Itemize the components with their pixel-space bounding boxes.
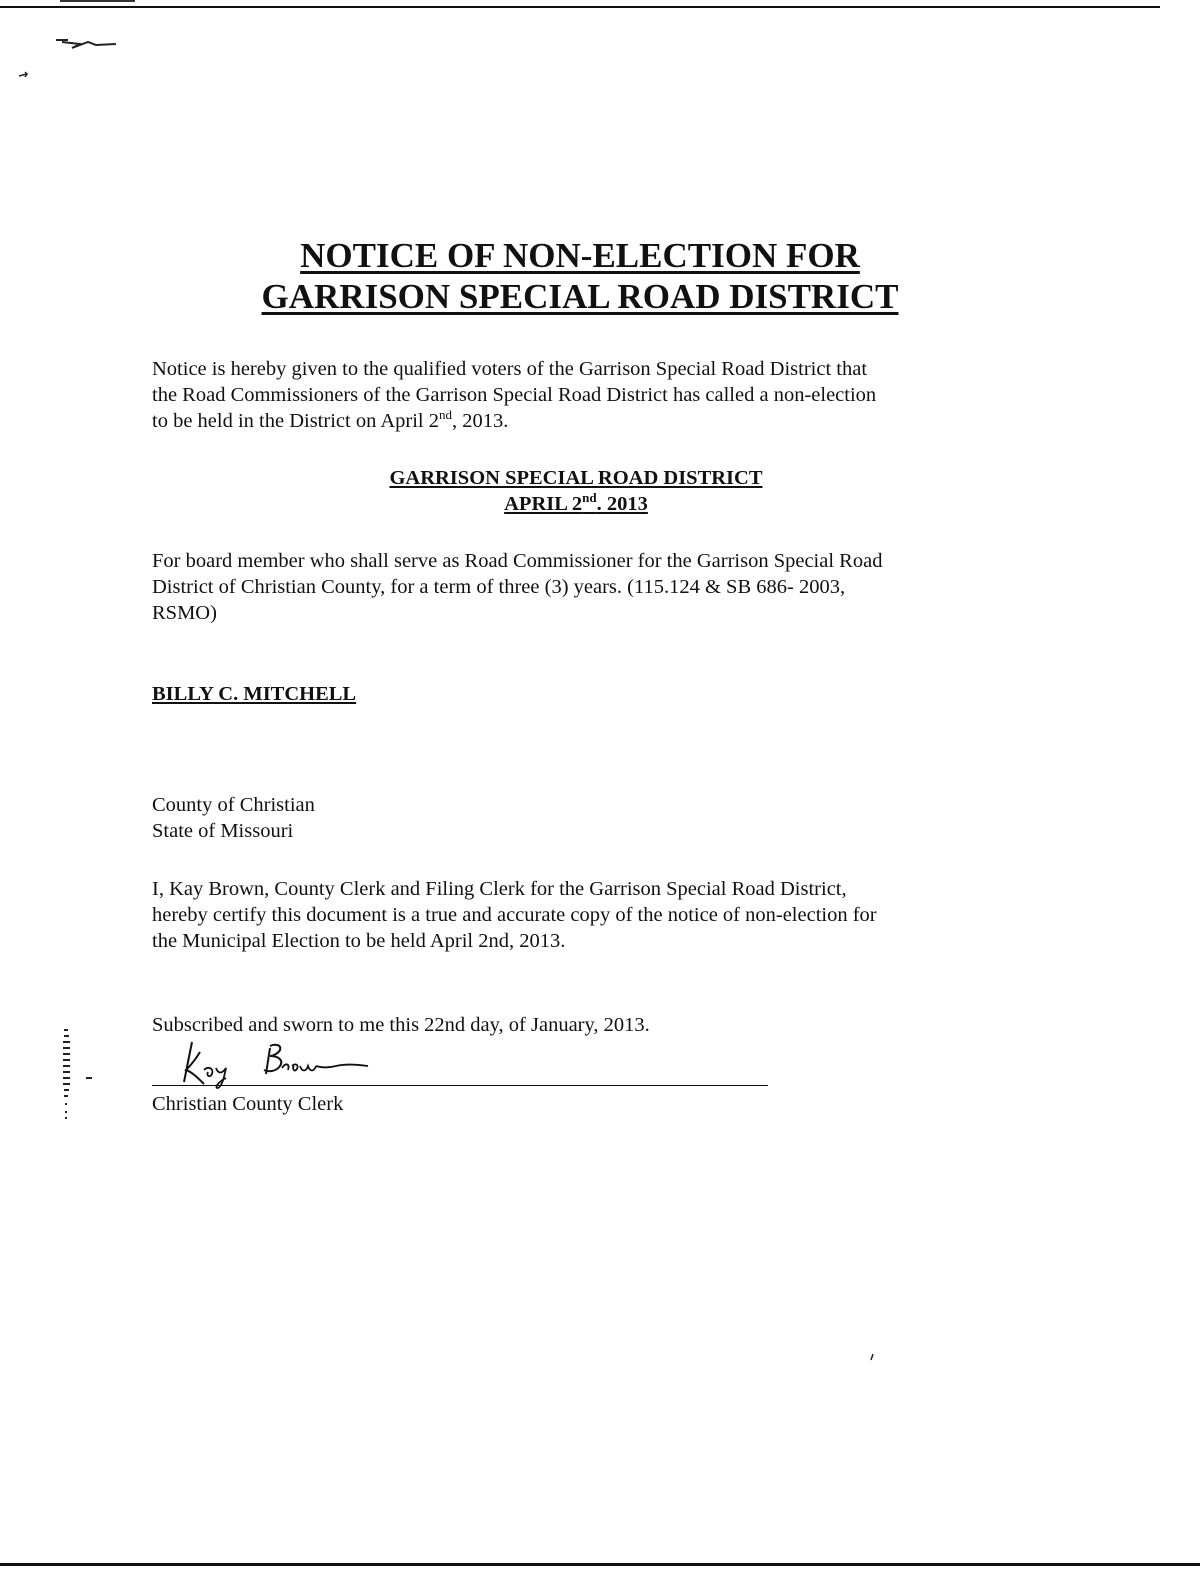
top-scan-mark bbox=[60, 0, 135, 2]
stray-mark bbox=[868, 1352, 876, 1362]
signature-title: Christian County Clerk bbox=[152, 1093, 344, 1115]
intro-date-text: to be held in the District on April 2 bbox=[152, 410, 439, 432]
bottom-border-rule bbox=[0, 1563, 1200, 1566]
subscribed-text: Subscribed and sworn to me this 22nd day, of January, 2013. bbox=[152, 1014, 650, 1036]
intro-paragraph bbox=[152, 356, 1022, 434]
intro-year-text: , 2013. bbox=[451, 410, 509, 432]
notice-title-line2: GARRISON SPECIAL ROAD DISTRICT bbox=[261, 277, 899, 316]
district-subheading: GARRISON SPECIAL ROAD DISTRICT bbox=[389, 467, 763, 489]
office-line: RSMO) bbox=[152, 602, 217, 624]
intro-line bbox=[152, 408, 1022, 434]
certification-line: I, Kay Brown, County Clerk and Filing Clerk for the Garrison Special Road District, bbox=[152, 878, 847, 900]
jurisdiction-block bbox=[152, 792, 1022, 844]
ordinal-suffix: nd bbox=[582, 490, 597, 506]
candidate-name: BILLY C. MITCHELL bbox=[152, 683, 357, 705]
office-line: District of Christian County, for a term of three (3) years. (115.124 & SB 686- 2003, bbox=[152, 576, 846, 598]
intro-line: Notice is hereby given to the qualified voters of the Garrison Special Road District that bbox=[152, 358, 868, 380]
clerk-signature bbox=[178, 1038, 388, 1090]
date-subheading bbox=[150, 492, 1002, 516]
certification-line: the Municipal Election to be held April 2nd, 2013. bbox=[152, 930, 566, 952]
signature-line bbox=[152, 1085, 768, 1086]
ordinal-suffix: nd bbox=[438, 407, 452, 423]
margin-arrow-mark bbox=[18, 70, 32, 80]
subscribed-line bbox=[152, 1012, 1022, 1038]
margin-scribble-mark bbox=[50, 32, 125, 92]
certification-line: hereby certify this document is a true and accurate copy of the notice of non-election for bbox=[152, 904, 877, 926]
date-subheading-text: APRIL 2 bbox=[504, 493, 583, 515]
notice-title-line1: NOTICE OF NON-ELECTION FOR bbox=[300, 236, 860, 275]
office-line: For board member who shall serve as Road Commissioner for the Garrison Special Road bbox=[152, 550, 883, 572]
margin-hash-mark bbox=[60, 1028, 100, 1124]
date-subheading-year: . 2013 bbox=[596, 493, 648, 515]
office-paragraph bbox=[152, 548, 1022, 626]
top-border-rule bbox=[0, 6, 1160, 8]
intro-line: the Road Commissioners of the Garrison Special Road District has called a non-election bbox=[152, 384, 877, 406]
state-line: State of Missouri bbox=[152, 820, 294, 842]
county-line: County of Christian bbox=[152, 794, 315, 816]
certification-paragraph bbox=[152, 876, 1022, 954]
